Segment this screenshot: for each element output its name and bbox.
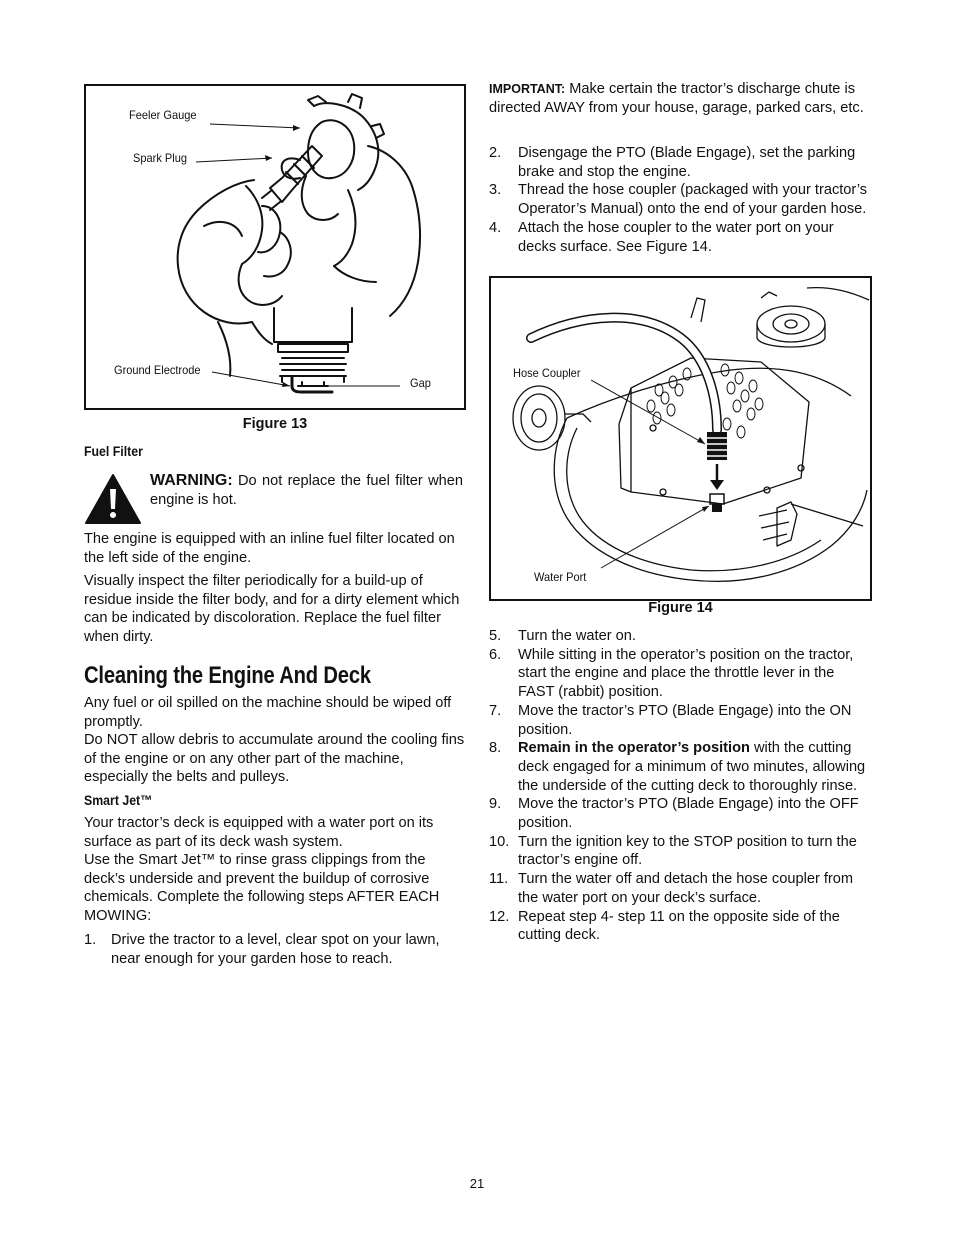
smart-jet-para-2: Use the Smart Jet™ to rinse grass clippings from the deck’s underside and prevent the buildup of corrosive chemicals. Complete the following steps AFTER EACH MOWING: (84, 852, 440, 925)
fuel-filter-para-2: Visually inspect the filter periodically for a build-up of residue inside the filter body, and for a dirty element which can be indicated by discoloration. Replace the fuel filter when dirty. (84, 573, 460, 646)
step-number: 8. (489, 740, 502, 757)
hose-coupler-label: Hose Coupler (513, 366, 581, 380)
step-text: with the cutting deck engaged for a minimum of two minutes, allowing the underside of the cutting deck to thoroughly rinse. (518, 740, 866, 794)
gap-label: Gap (410, 376, 431, 390)
warning-icon (84, 473, 142, 525)
step-number: 2. (489, 145, 502, 161)
step-number: 4. (489, 219, 502, 236)
step-text: Turn the water off and detach the hose coupler from the water port on your deck’s surface. (518, 871, 854, 906)
step-item (489, 181, 871, 218)
cleaning-para-1: Any fuel or oil spilled on the machine should be wiped off promptly. (84, 695, 452, 730)
step-item (489, 646, 871, 702)
step-item (489, 627, 871, 646)
step-item (489, 739, 871, 795)
step-text: Disengage the PTO (Blade Engage), set the parking brake and stop the engine. (518, 145, 856, 180)
cleaning-heading: Cleaning the Engine And Deck (84, 662, 371, 689)
step-item (489, 833, 871, 870)
step-text: Drive the tractor to a level, clear spot on your lawn, near enough for your garden hose to reach. (111, 932, 440, 967)
figure-13 (84, 84, 466, 410)
page-number: 21 (469, 1176, 485, 1191)
step-text: While sitting in the operator’s position on the tractor, start the engine and place the throttle lever in the FAST (rabbit) position. (518, 646, 854, 701)
step-text: Turn the ignition key to the STOP position to turn the tractor’s engine off. (518, 833, 857, 869)
ground-electrode-label: Ground Electrode (114, 363, 201, 377)
step-number: 1. (84, 932, 97, 948)
step-text: Attach the hose coupler to the water port on your decks surface. See Figure 14. (518, 219, 834, 255)
important-text: Make certain the tractor’s discharge chute is directed AWAY from your house, garage, parked cars, etc. (489, 81, 864, 116)
smart-jet-para-1: Your tractor’s deck is equipped with a water port on its surface as part of its deck wash system. (84, 815, 434, 850)
step-number: 6. (489, 646, 502, 663)
step-item (489, 908, 871, 945)
step-1 (84, 931, 466, 971)
step-item (489, 702, 871, 739)
spark-plug-label: Spark Plug (133, 151, 188, 165)
cleaning-para-2: Do NOT allow debris to accumulate around the cooling fins of the engine or on any other part of the machine, especially the belts and pulleys. (84, 732, 465, 786)
step-text: Move the tractor’s PTO (Blade Engage) into the OFF position. (518, 796, 859, 832)
figure-14-caption: Figure 14 (648, 600, 713, 616)
step-number: 11. (489, 871, 509, 888)
warning-label: WARNING: (150, 472, 233, 489)
step-item (489, 795, 871, 832)
important-label: IMPORTANT: (489, 82, 566, 96)
step-number: 12. (489, 908, 510, 925)
warning-block (84, 472, 464, 528)
steps-5-to-12 (489, 627, 871, 945)
step-number: 10. (489, 833, 510, 850)
warning-text (150, 472, 463, 509)
step-item (489, 870, 871, 907)
warning-body: Do not replace the fuel filter when engine is hot. (150, 473, 463, 508)
step-emphasis: Remain in the operator’s position (518, 740, 750, 757)
water-port-label: Water Port (534, 570, 587, 584)
step-number: 9. (489, 796, 502, 813)
fuel-filter-para-1: The engine is equipped with an inline fuel filter located on the left side of the engine. (84, 531, 455, 566)
step-number: 7. (489, 702, 502, 719)
step-item (489, 144, 871, 181)
important-note (489, 80, 871, 117)
smart-jet-heading: Smart Jet™ (84, 792, 153, 808)
step-number: 3. (489, 182, 502, 199)
deck-wash-illustration (491, 278, 870, 599)
fuel-filter-heading: Fuel Filter (84, 443, 143, 459)
step-text: Turn the water on. (518, 628, 636, 644)
step-item (489, 219, 871, 256)
step-text: Move the tractor’s PTO (Blade Engage) into the ON position. (518, 702, 852, 738)
steps-2-to-4 (489, 144, 871, 256)
figure-13-caption: Figure 13 (242, 416, 308, 432)
step-text: Repeat step 4- step 11 on the opposite side of the cutting deck. (518, 908, 840, 944)
figure-14 (489, 276, 872, 601)
step-number: 5. (489, 628, 502, 644)
spark-plug-illustration (86, 86, 464, 408)
step-text: Thread the hose coupler (packaged with your tractor’s Operator’s Manual) onto the end of your garden hose. (518, 182, 868, 218)
feeler-gauge-label: Feeler Gauge (129, 108, 197, 122)
